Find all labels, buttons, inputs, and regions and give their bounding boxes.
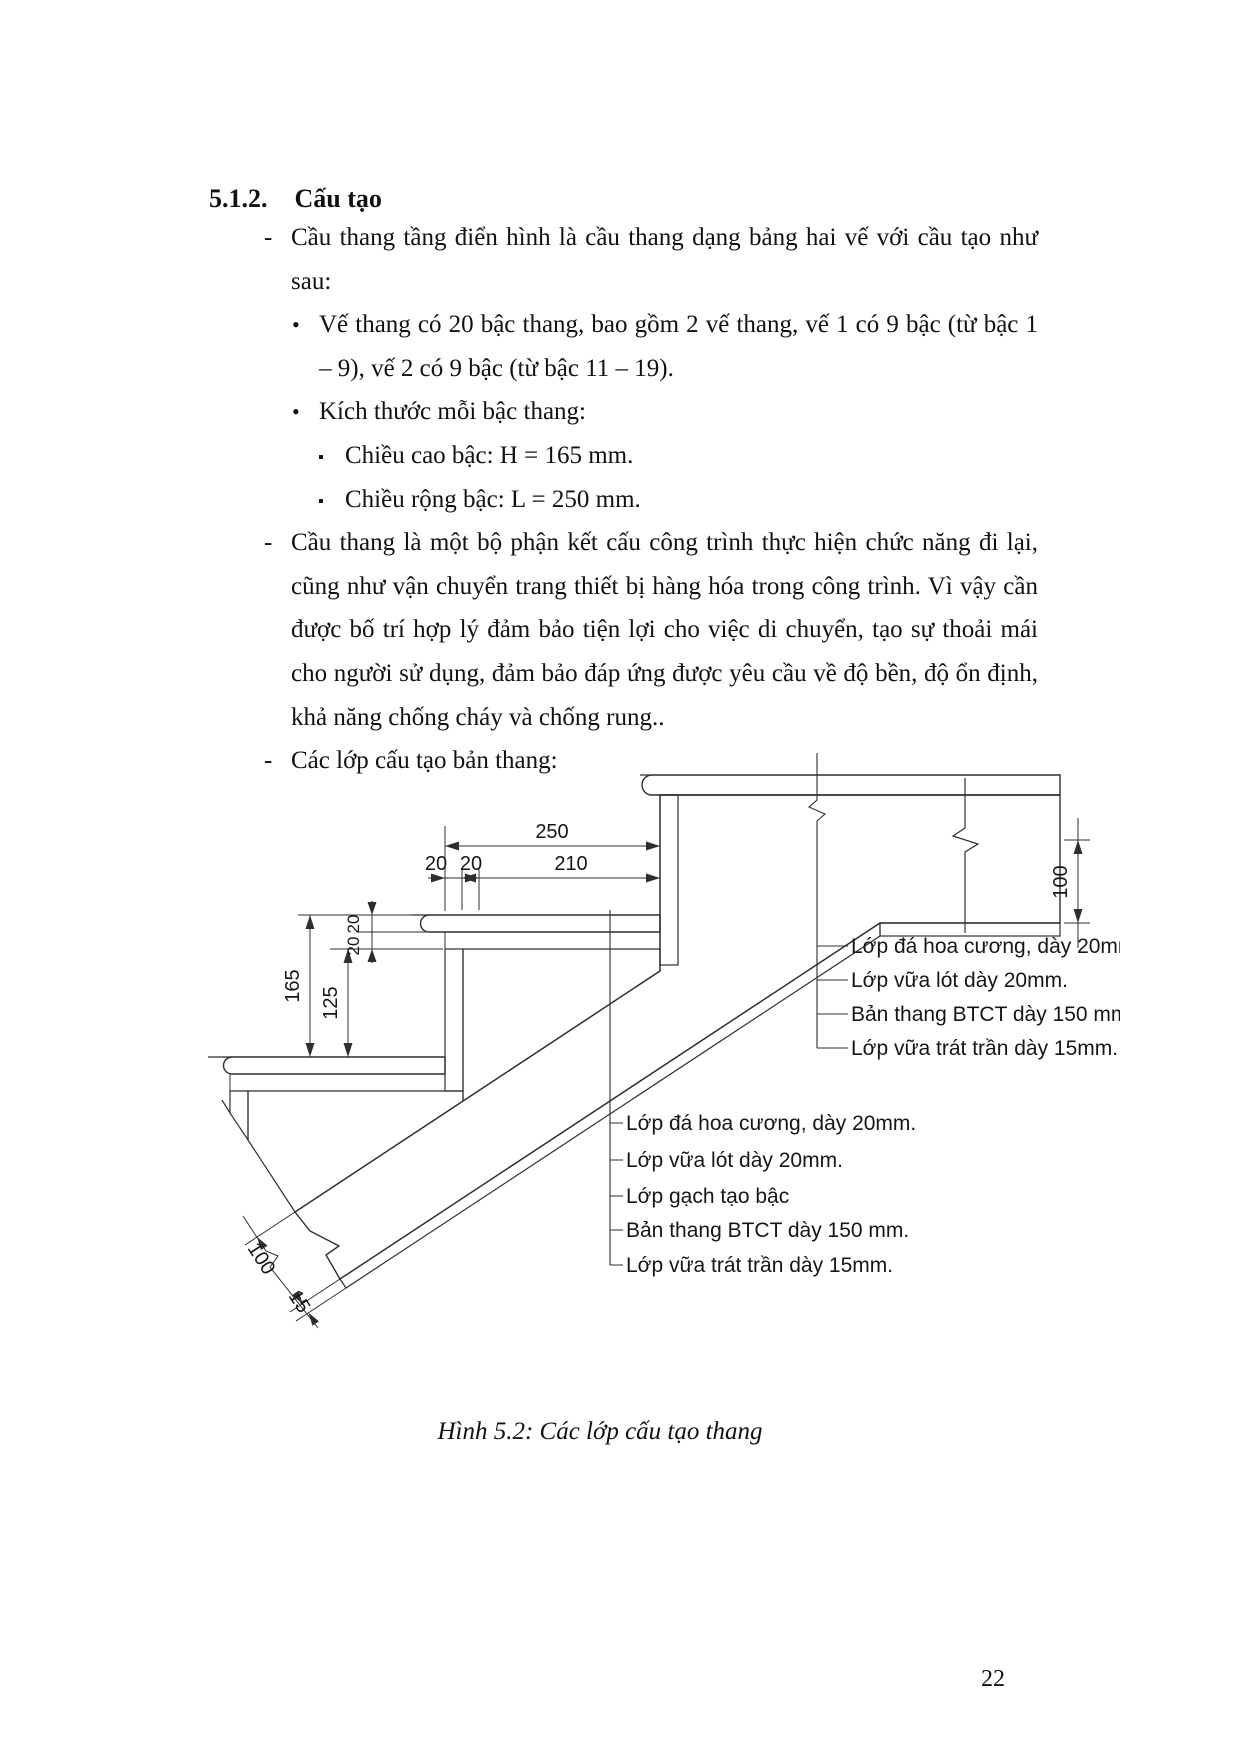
layer-label: Lớp đá hoa cương, dày 20mm. — [626, 1112, 917, 1135]
stair-section-figure — [200, 718, 1120, 1343]
list-item — [318, 434, 1038, 478]
list-item-text: Kích thước mỗi bậc thang: — [319, 398, 586, 426]
list-item-text: Các lớp cấu tạo bản thang: — [291, 747, 558, 775]
layer-label: Bản thang BTCT dày 150 mm. — [626, 1219, 910, 1242]
dash-marker: - — [264, 224, 273, 251]
dim-210: 210 — [554, 853, 588, 875]
body-text — [264, 216, 1038, 783]
upper-leader-line — [809, 753, 848, 1048]
list-item — [292, 390, 1038, 434]
lower-leader-line — [610, 910, 623, 1265]
layer-label: Lớp vữa trát trần dày 15mm. — [626, 1254, 894, 1277]
dim-100-slab: 100 — [242, 1238, 280, 1279]
bullet-marker: • — [292, 399, 300, 425]
list-item-text: Vế thang có 20 bậc thang, bao gồm 2 vế thang, vế 1 có 9 bậc (từ bậc 1 – 9), vế 2 có 9 bậc (từ bậc 11 – 19). — [319, 311, 1038, 382]
dash-marker: - — [264, 529, 273, 557]
upper-layer-labels — [851, 935, 1120, 1060]
dim-250: 250 — [535, 821, 569, 843]
dash-marker: - — [264, 747, 273, 775]
horizontal-dimensions — [425, 821, 660, 911]
bullet-marker: • — [292, 312, 300, 338]
dim-165: 165 — [282, 969, 304, 1003]
layer-label: Lớp đá hoa cương, dày 20mm. — [851, 935, 1120, 958]
dim-20b: 20 — [459, 853, 483, 875]
lower-layer-labels — [626, 1112, 916, 1277]
square-marker: ▪ — [318, 492, 324, 510]
stair-section-drawing — [200, 718, 1120, 1338]
layer-label: Lớp vữa lót dày 20mm. — [851, 969, 1068, 992]
square-marker: ▪ — [318, 448, 324, 466]
section-heading — [209, 184, 382, 214]
list-item — [264, 216, 1038, 303]
layer-label: Lớp vữa trát trần dày 15mm. — [851, 1037, 1119, 1060]
list-item-text: Chiều cao bậc: H = 165 mm. — [345, 441, 634, 469]
vertical-dimensions — [282, 901, 443, 1057]
dim-20a: 20 — [424, 853, 448, 875]
break-line — [953, 778, 978, 933]
page-number: 22 — [981, 1666, 1005, 1692]
dim-15-plaster: 15 — [283, 1286, 315, 1318]
list-item-text: Cầu thang là một bộ phận kết cấu công trình thực hiện chức năng đi lại, cũng như vận chuyển trang thiết bị hàng hóa trong công trình. Vì vậy cần được bố trí hợp lý đảm bảo tiện lợi cho việc di chuyển, tạo sự thoải mái cho người sử dụng, đảm bảo đáp ứng được yêu cầu về độ bền, độ ổn định, khả năng chống cháy và chống rung.. — [291, 529, 1038, 731]
list-item — [292, 303, 1038, 390]
dim-20-mortar: 20 — [344, 936, 363, 956]
list-item — [318, 478, 1038, 522]
layer-label: Bản thang BTCT dày 150 mm. — [851, 1003, 1120, 1026]
list-item-text: Chiều rộng bậc: L = 250 mm. — [345, 485, 641, 513]
dim-20-stone: 20 — [344, 914, 363, 934]
layer-label: Lớp vữa lót dày 20mm. — [626, 1149, 843, 1172]
dim-125: 125 — [320, 986, 342, 1020]
section-title: Cấu tạo — [294, 184, 382, 213]
section-number: 5.1.2. — [209, 184, 268, 213]
landing-thickness-dimension — [1050, 818, 1090, 948]
figure-caption: Hình 5.2: Các lớp cấu tạo thang — [437, 1418, 763, 1445]
slab-thickness-dimensions — [243, 1212, 346, 1328]
list-item-text: Cầu thang tầng điển hình là cầu thang dạng bảng hai vế với cầu tạo như sau: — [291, 224, 1038, 295]
layer-label: Lớp gạch tạo bậc — [626, 1185, 790, 1208]
dim-100-landing: 100 — [1050, 865, 1072, 899]
list-item — [264, 521, 1038, 739]
